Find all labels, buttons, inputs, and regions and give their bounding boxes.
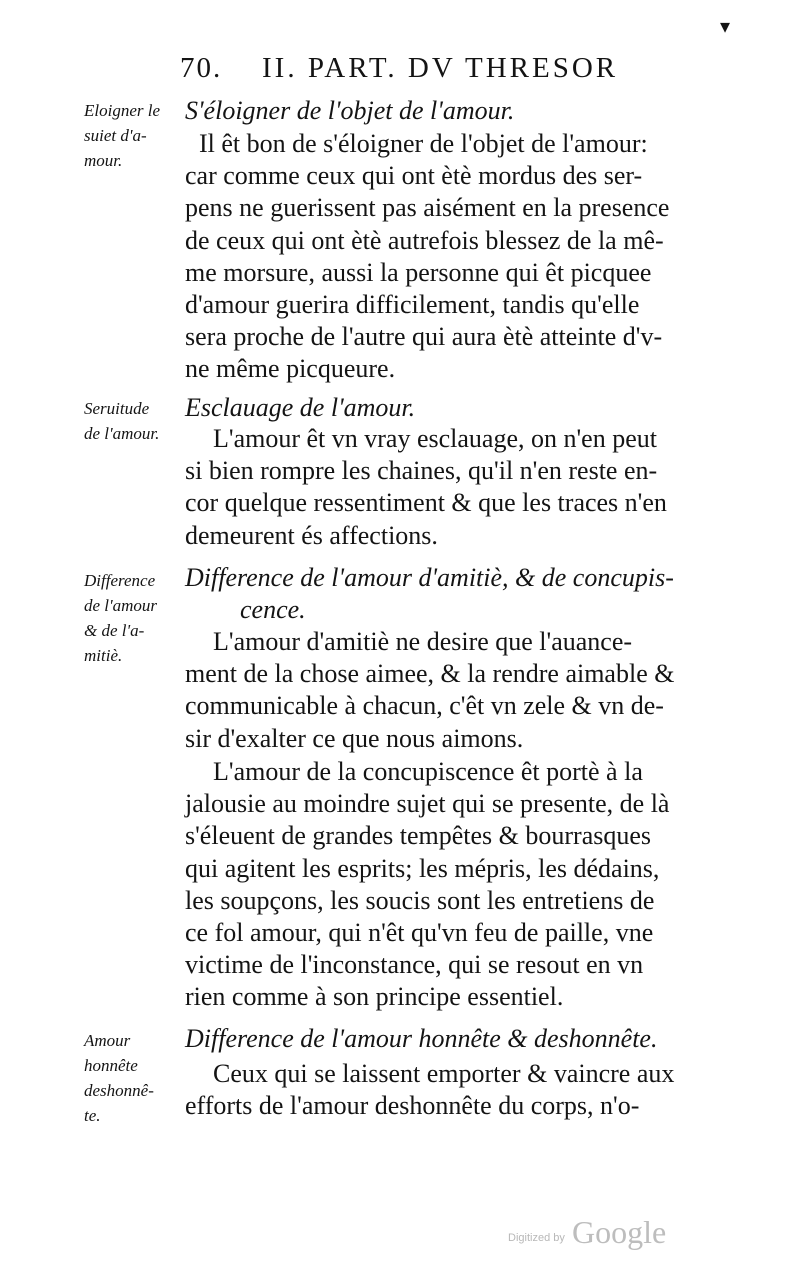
text-line: Il êt bon de s'éloigner de l'objet de l'amour: bbox=[199, 129, 648, 158]
text-line: ne même picqueure. bbox=[185, 354, 396, 384]
text-line: L'amour d'amitiè ne desire que l'auance- bbox=[213, 627, 633, 656]
text-line: d'amour guerira difficilement, tandis qu'elle bbox=[185, 290, 640, 320]
margin-note-line: mitiè. bbox=[84, 646, 123, 665]
text-line: si bien rompre les chaines, qu'il n'en reste en- bbox=[185, 456, 658, 486]
text-line: me morsure, aussi la personne qui êt picquee bbox=[185, 257, 652, 287]
section-heading: Difference de l'amour honnête & deshonnête. bbox=[185, 1024, 658, 1053]
section-heading bbox=[185, 563, 725, 624]
margin-note-seruitude bbox=[84, 396, 184, 446]
paragraph bbox=[185, 626, 730, 755]
text-line: s'éleuent de grandes tempêtes & bourrasques bbox=[185, 821, 652, 851]
text-line: car comme ceux qui ont ètè mordus des ser- bbox=[185, 161, 643, 191]
margin-note-line: Eloigner le bbox=[84, 101, 161, 120]
margin-note-line: te. bbox=[84, 1106, 101, 1125]
margin-note-difference bbox=[84, 568, 184, 668]
text-line: les soupçons, les soucis sont les entretiens de bbox=[185, 885, 655, 915]
margin-note-eloigner bbox=[84, 98, 184, 173]
paragraph bbox=[185, 756, 730, 1014]
margin-note-line: Amour bbox=[84, 1031, 131, 1050]
text-line: sir d'exalter ce que nous aimons. bbox=[185, 723, 524, 753]
margin-note-line: Difference bbox=[84, 571, 156, 590]
text-line: efforts de l'amour deshonnête du corps, n'o- bbox=[185, 1091, 640, 1121]
text-line: ce fol amour, qui n'êt qu'vn feu de paille, vne bbox=[185, 918, 654, 948]
text-line: rien comme à son principe essentiel. bbox=[185, 982, 564, 1012]
running-head: II. PART. DV THRESOR bbox=[262, 52, 619, 84]
margin-note-line: & de l'a- bbox=[84, 621, 145, 640]
text-line: victime de l'inconstance, qui se resout en vn bbox=[185, 950, 644, 980]
section-heading-continuation: cence. bbox=[240, 595, 306, 624]
text-line: L'amour êt vn vray esclauage, on n'en peut bbox=[213, 424, 657, 453]
section-heading-text: Difference de l'amour d'amitiè, & de concupis- bbox=[185, 563, 674, 592]
margin-note-line: Seruitude bbox=[84, 399, 150, 418]
digitized-watermark bbox=[508, 1214, 688, 1254]
section-heading: S'éloigner de l'objet de l'amour. bbox=[185, 96, 515, 125]
margin-note-amour-honnete bbox=[84, 1028, 184, 1128]
text-line: jalousie au moindre sujet qui se presente, de là bbox=[185, 789, 670, 819]
text-line: pens ne guerissent pas aisément en la presence bbox=[185, 193, 670, 223]
paragraph bbox=[185, 128, 730, 386]
text-line: qui agitent les esprits; les mépris, les dédains, bbox=[185, 853, 660, 883]
section-heading: Esclauage de l'amour. bbox=[185, 393, 416, 422]
paragraph bbox=[185, 423, 730, 552]
text-line: Ceux qui se laissent emporter & vaincre aux bbox=[213, 1059, 675, 1088]
google-logo: Google bbox=[572, 1214, 667, 1250]
margin-note-line: de l'amour. bbox=[84, 424, 160, 443]
margin-note-line: honnête bbox=[84, 1056, 138, 1075]
page-number: 70. bbox=[180, 52, 223, 84]
paragraph bbox=[185, 1058, 730, 1122]
text-line: de ceux qui ont ètè autrefois blessez de la mê- bbox=[185, 225, 664, 255]
text-line: L'amour de la concupiscence êt portè à la bbox=[213, 757, 643, 786]
text-line: communicable à chacun, c'êt vn zele & vn de- bbox=[185, 691, 664, 721]
corner-mark: ▾ bbox=[720, 16, 731, 38]
margin-note-line: deshonnê- bbox=[84, 1081, 154, 1100]
text-line: ment de la chose aimee, & la rendre aimable & bbox=[185, 659, 675, 689]
text-line: cor quelque ressentiment & que les traces n'en bbox=[185, 488, 667, 518]
text-line: demeurent és affections. bbox=[185, 520, 438, 550]
margin-note-line: mour. bbox=[84, 151, 123, 170]
page-header bbox=[180, 52, 660, 92]
digitized-by-label: Digitized by bbox=[508, 1232, 565, 1244]
text-line: sera proche de l'autre qui aura ètè atteinte d'v- bbox=[185, 322, 663, 352]
margin-note-line: suiet d'a- bbox=[84, 126, 147, 145]
margin-note-line: de l'amour bbox=[84, 596, 158, 615]
